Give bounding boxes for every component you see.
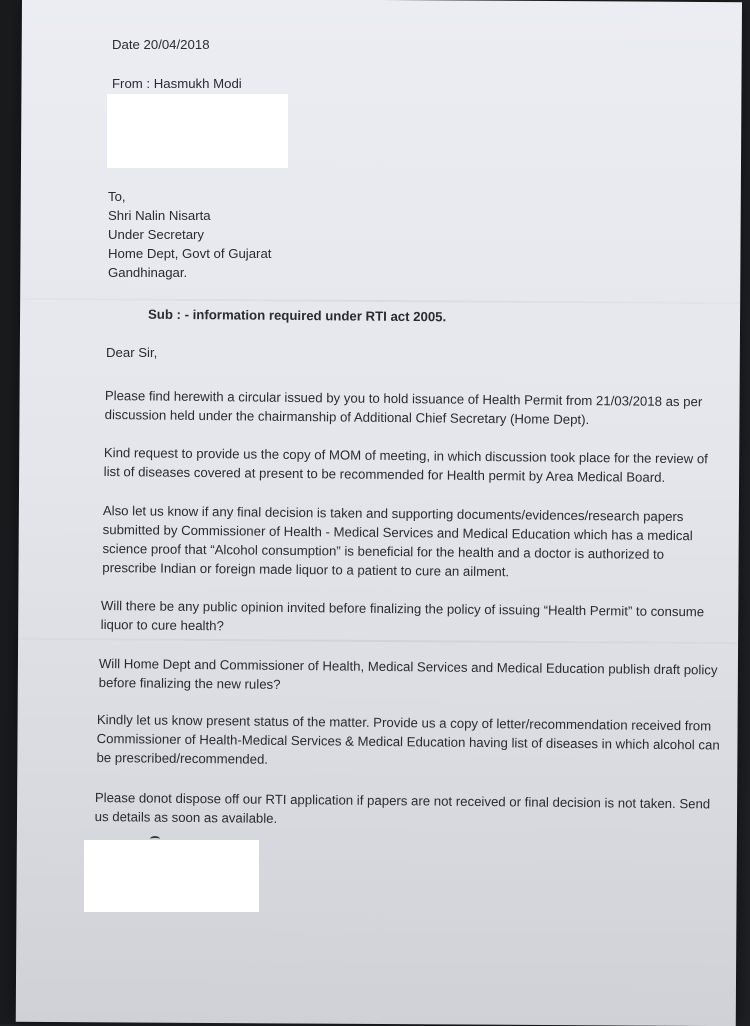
paragraph-line: us details as soon as available. — [94, 808, 278, 826]
recipient-line: Under Secretary — [108, 227, 205, 242]
body-paragraph-7 — [95, 788, 711, 832]
body-paragraph-3 — [102, 501, 693, 583]
paragraph-line: before finalizing the new rules? — [98, 674, 281, 692]
paragraph-line: Please find herewith a circular issued by you to hold issuance of Health Permit from 21/03/2018 as per — [104, 387, 703, 410]
redacted-sender-address — [107, 94, 288, 168]
paragraph-line: submitted by Commissioner of Health - Medical Services and Medical Education which has a medical — [102, 521, 693, 544]
paragraph-line: Commissioner of Health-Medical Services & Medical Education having list of diseases in which alcohol can — [96, 730, 720, 753]
paragraph-line: discussion held under the chairmanship of Additional Chief Secretary (Home Dept). — [104, 406, 590, 428]
paragraph-line: prescribe Indian or foreign made liquor to a patient to cure an ailment. — [102, 559, 510, 580]
paragraph-line: Will there be any public opinion invited before finalizing the policy of issuing “Health Permit” to consume — [100, 597, 705, 620]
paragraph-line: Will Home Dept and Commissioner of Health, Medical Services and Medical Education publish draft policy — [98, 655, 718, 678]
body-paragraph-5 — [99, 654, 718, 698]
recipient-line: Shri Nalin Nisarta — [108, 208, 211, 223]
letter-date: Date 20/04/2018 — [112, 37, 210, 52]
body-paragraph-2 — [104, 443, 708, 487]
paragraph-line: Please donot dispose off our RTI application if papers are not received or final decision is not taken. Send — [94, 789, 711, 812]
paragraph-line: be prescribed/recommended. — [96, 749, 269, 767]
paragraph-line: science proof that “Alcohol consumption” is beneficial for the health and a doctor is authorized to — [102, 540, 665, 562]
paragraph-line: Kindly let us know present status of the matter. Provide us a copy of letter/recommendation received from — [96, 711, 712, 734]
recipient-block — [108, 187, 271, 282]
paragraph-line: Also let us know if any final decision is taken and supporting documents/evidences/research papers — [102, 502, 684, 525]
body-paragraph-4 — [101, 596, 705, 640]
recipient-line: Home Dept, Govt of Gujarat — [108, 246, 272, 261]
paragraph-line: liquor to cure health? — [100, 616, 224, 634]
body-paragraph-6 — [96, 710, 720, 774]
body-paragraph-1 — [105, 386, 703, 430]
recipient-line: To, — [108, 189, 126, 204]
paragraph-line: Kind request to provide us the copy of MOM of meeting, in which discussion took place for the review of — [103, 444, 708, 467]
paragraph-line: list of diseases covered at present to be recommended for Health permit by Area Medical Board. — [103, 463, 666, 485]
recipient-line: Gandhinagar. — [108, 265, 188, 280]
paper-crease — [20, 298, 740, 304]
letter-subject: Sub : - information required under RTI act 2005. — [147, 306, 447, 325]
letter-from: From : Hasmukh Modi — [112, 76, 242, 91]
redacted-signature — [84, 840, 259, 912]
letter-salutation: Dear Sir, — [106, 345, 158, 360]
